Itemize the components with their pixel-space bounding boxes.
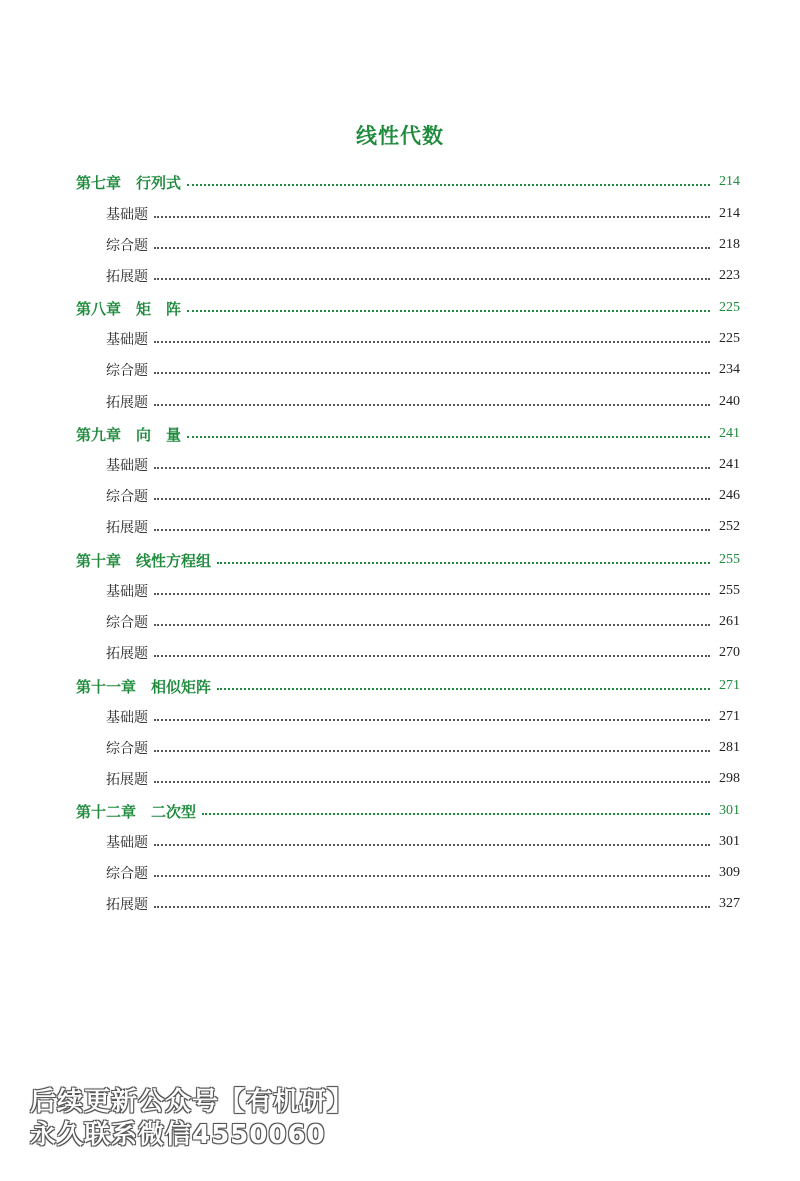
section-title: 拓展题 — [106, 646, 148, 662]
dot-leader — [154, 719, 710, 721]
toc-section[interactable] — [106, 611, 740, 633]
chapter-title: 第十章 线性方程组 — [76, 551, 212, 570]
toc-chapter-11[interactable] — [76, 675, 740, 697]
section-page-number: 240 — [719, 394, 740, 409]
dot-leader — [154, 404, 710, 406]
section-page-number: 309 — [719, 865, 740, 880]
toc-section[interactable] — [106, 516, 740, 538]
toc-chapter-10[interactable] — [76, 549, 740, 571]
toc-section[interactable] — [106, 642, 740, 664]
section-title: 拓展题 — [106, 269, 148, 285]
dot-leader — [217, 688, 710, 690]
section-title: 拓展题 — [106, 772, 148, 788]
section-title: 综合题 — [106, 741, 148, 757]
section-page-number: 246 — [719, 488, 740, 503]
dot-leader — [154, 341, 710, 343]
section-title: 基础题 — [106, 710, 148, 726]
watermark-text — [30, 1086, 354, 1152]
section-page-number: 225 — [719, 331, 740, 346]
section-page-number: 281 — [719, 740, 740, 755]
chapter-title: 第九章 向 量 — [76, 425, 182, 444]
section-page-number: 270 — [719, 645, 740, 660]
section-title: 综合题 — [106, 615, 148, 631]
chapter-page-number: 225 — [719, 300, 740, 315]
section-page-number: 298 — [719, 771, 740, 786]
section-page-number: 223 — [719, 268, 740, 283]
toc-section[interactable] — [106, 893, 740, 915]
chapter-title: 第十二章 二次型 — [76, 802, 197, 821]
section-title: 拓展题 — [106, 395, 148, 411]
dot-leader — [154, 655, 710, 657]
section-page-number: 271 — [719, 709, 740, 724]
section-page-number: 327 — [719, 896, 740, 911]
section-page-number: 255 — [719, 583, 740, 598]
dot-leader — [154, 278, 710, 280]
section-page-number: 234 — [719, 362, 740, 377]
toc-section[interactable] — [106, 737, 740, 759]
section-title: 基础题 — [106, 332, 148, 348]
toc-section[interactable] — [106, 328, 740, 350]
dot-leader — [187, 436, 710, 438]
dot-leader — [154, 467, 710, 469]
section-page-number: 301 — [719, 834, 740, 849]
toc-section[interactable] — [106, 706, 740, 728]
toc-section[interactable] — [106, 831, 740, 853]
toc-section[interactable] — [106, 580, 740, 602]
toc-section[interactable] — [106, 454, 740, 476]
dot-leader — [154, 875, 710, 877]
toc-section[interactable] — [106, 265, 740, 287]
section-title: 基础题 — [106, 835, 148, 851]
dot-leader — [154, 750, 710, 752]
chapter-page-number: 214 — [719, 174, 740, 189]
toc-section[interactable] — [106, 485, 740, 507]
toc-chapter-12[interactable] — [76, 800, 740, 822]
section-title: 基础题 — [106, 584, 148, 600]
section-title: 综合题 — [106, 489, 148, 505]
section-page-number: 252 — [719, 519, 740, 534]
chapter-page-number: 301 — [719, 803, 740, 818]
toc-section[interactable] — [106, 862, 740, 884]
toc-section[interactable] — [106, 359, 740, 381]
dot-leader — [187, 184, 710, 186]
section-title: 拓展题 — [106, 897, 148, 913]
dot-leader — [154, 372, 710, 374]
dot-leader — [202, 813, 710, 815]
section-title: 综合题 — [106, 238, 148, 254]
toc-chapter-8[interactable] — [76, 297, 740, 319]
page-title: 线性代数 — [356, 124, 444, 148]
section-title: 基础题 — [106, 458, 148, 474]
section-page-number: 214 — [719, 206, 740, 221]
watermark-line-1: 后续更新公众号【有机研】 — [30, 1087, 355, 1117]
section-title: 基础题 — [106, 207, 148, 223]
toc-section[interactable] — [106, 234, 740, 256]
section-title: 拓展题 — [106, 520, 148, 536]
toc-chapter-9[interactable] — [76, 423, 740, 445]
dot-leader — [154, 624, 710, 626]
chapter-title: 第七章 行列式 — [76, 173, 182, 192]
chapter-page-number: 241 — [719, 426, 740, 441]
dot-leader — [154, 906, 710, 908]
dot-leader — [187, 310, 710, 312]
section-page-number: 218 — [719, 237, 740, 252]
section-title: 综合题 — [106, 363, 148, 379]
chapter-title: 第八章 矩 阵 — [76, 299, 182, 318]
section-page-number: 241 — [719, 457, 740, 472]
toc-chapter-7[interactable] — [76, 171, 740, 193]
section-page-number: 261 — [719, 614, 740, 629]
dot-leader — [217, 562, 710, 564]
dot-leader — [154, 247, 710, 249]
watermark-line-2: 永久联系微信4550060 — [30, 1120, 326, 1150]
chapter-page-number: 271 — [719, 678, 740, 693]
toc-section[interactable] — [106, 768, 740, 790]
dot-leader — [154, 216, 710, 218]
chapter-title: 第十一章 相似矩阵 — [76, 677, 212, 696]
dot-leader — [154, 529, 710, 531]
dot-leader — [154, 593, 710, 595]
dot-leader — [154, 844, 710, 846]
chapter-page-number: 255 — [719, 552, 740, 567]
section-title: 综合题 — [106, 866, 148, 882]
dot-leader — [154, 781, 710, 783]
dot-leader — [154, 498, 710, 500]
toc-section[interactable] — [106, 203, 740, 225]
toc-section[interactable] — [106, 391, 740, 413]
